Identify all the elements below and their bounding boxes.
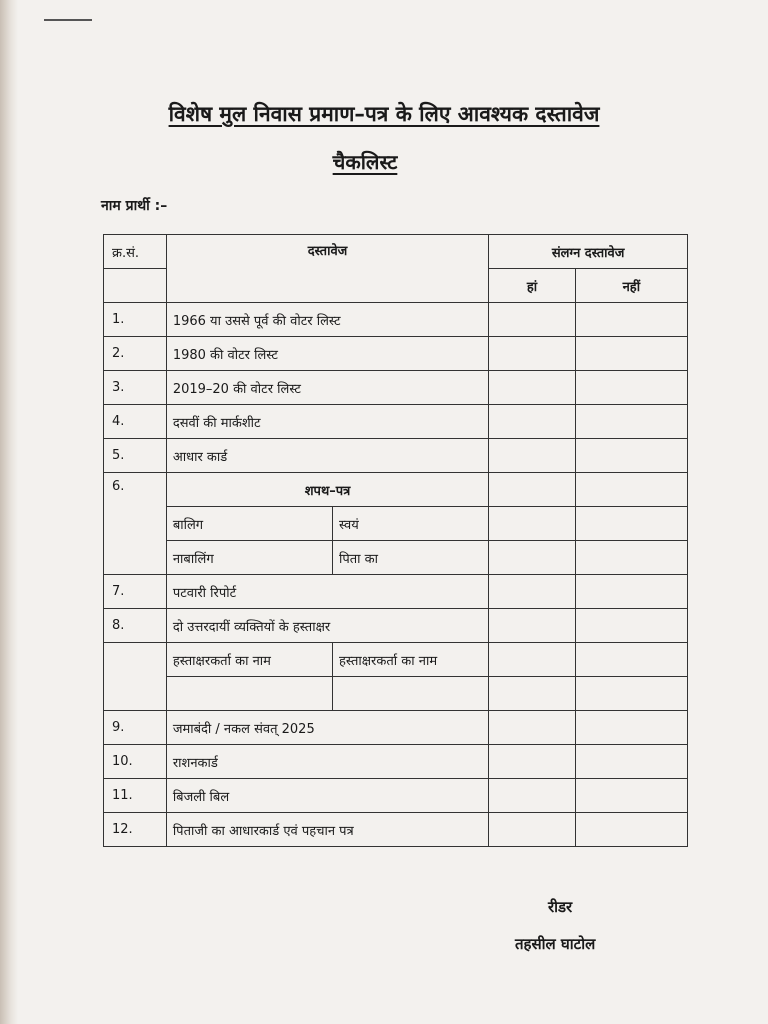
row-number: 5. — [104, 439, 167, 473]
signature-role: रीडर — [548, 898, 573, 916]
yes-cell[interactable] — [489, 745, 575, 779]
yes-cell[interactable] — [489, 337, 575, 371]
table-row — [104, 813, 688, 847]
header-serial: क्र.सं. — [104, 235, 167, 269]
no-cell[interactable] — [575, 609, 687, 643]
table-row — [104, 575, 688, 609]
row-document: 1966 या उससे पूर्व की वोटर लिस्ट — [166, 303, 488, 337]
no-cell[interactable] — [575, 575, 687, 609]
row-number: 6. — [104, 473, 167, 575]
yes-cell[interactable] — [489, 643, 575, 677]
yes-cell[interactable] — [489, 609, 575, 643]
row-number: 7. — [104, 575, 167, 609]
row-number: 12. — [104, 813, 167, 847]
yes-cell[interactable] — [489, 439, 575, 473]
row-number: 8. — [104, 609, 167, 643]
no-cell[interactable] — [575, 405, 687, 439]
yes-cell[interactable] — [489, 575, 575, 609]
row-document: पटवारी रिपोर्ट — [166, 575, 488, 609]
row-document: जमाबंदी / नकल संवत् 2025 — [166, 711, 488, 745]
row-document: दसवीं की मार्कशीट — [166, 405, 488, 439]
yes-cell[interactable] — [489, 303, 575, 337]
subrow-type: पिता का — [332, 541, 488, 575]
no-cell[interactable] — [575, 541, 687, 575]
row-number: 10. — [104, 745, 167, 779]
no-cell[interactable] — [575, 337, 687, 371]
row-document: 2019–20 की वोटर लिस्ट — [166, 371, 488, 405]
table-subrow — [104, 677, 688, 711]
no-cell[interactable] — [575, 711, 687, 745]
row-document: राशनकार्ड — [166, 745, 488, 779]
no-cell[interactable] — [575, 371, 687, 405]
table-row — [104, 711, 688, 745]
subrow-category: नाबालिंग — [166, 541, 332, 575]
no-cell[interactable] — [575, 507, 687, 541]
header-document: दस्तावेज — [166, 235, 488, 303]
no-cell[interactable] — [575, 745, 687, 779]
row-number: 3. — [104, 371, 167, 405]
table-row — [104, 473, 688, 507]
row-number-blank — [104, 643, 167, 711]
no-cell[interactable] — [575, 813, 687, 847]
header-serial-blank — [104, 269, 167, 303]
table-subrow — [104, 643, 688, 677]
no-cell[interactable] — [575, 779, 687, 813]
table-header-row — [104, 235, 688, 269]
checklist-table — [103, 234, 688, 847]
no-cell[interactable] — [575, 677, 687, 711]
table-subrow — [104, 507, 688, 541]
row-number: 4. — [104, 405, 167, 439]
no-cell[interactable] — [575, 303, 687, 337]
no-cell[interactable] — [575, 643, 687, 677]
subrow-category: बालिग — [166, 507, 332, 541]
yes-cell[interactable] — [489, 541, 575, 575]
yes-cell[interactable] — [489, 779, 575, 813]
row-number: 11. — [104, 779, 167, 813]
row-number: 2. — [104, 337, 167, 371]
no-cell[interactable] — [575, 473, 687, 507]
row-number: 1. — [104, 303, 167, 337]
table-row — [104, 779, 688, 813]
signatory-blank-1[interactable] — [166, 677, 332, 711]
signatory-name-2: हस्ताक्षरकर्ता का नाम — [332, 643, 488, 677]
yes-cell[interactable] — [489, 473, 575, 507]
table-row — [104, 745, 688, 779]
header-yes: हां — [489, 269, 575, 303]
table-row — [104, 405, 688, 439]
table-row — [104, 303, 688, 337]
row-document: पिताजी का आधारकार्ड एवं पहचान पत्र — [166, 813, 488, 847]
header-no: नहीं — [575, 269, 687, 303]
row-document: शपथ–पत्र — [166, 473, 488, 507]
table-row — [104, 439, 688, 473]
document-subtitle: चैकलिस्ट — [332, 150, 398, 174]
no-cell[interactable] — [575, 439, 687, 473]
row-document: आधार कार्ड — [166, 439, 488, 473]
yes-cell[interactable] — [489, 711, 575, 745]
signatory-name-1: हस्ताक्षरकर्ता का नाम — [166, 643, 332, 677]
table-subrow — [104, 541, 688, 575]
document-title: विशेष मुल निवास प्रमाण–पत्र के लिए आवश्यक दस्तावेज — [168, 102, 600, 126]
header-attached: संलग्न दस्तावेज — [489, 235, 688, 269]
signatory-blank-2[interactable] — [332, 677, 488, 711]
signature-office: तहसील घाटोल — [515, 935, 596, 953]
yes-cell[interactable] — [489, 371, 575, 405]
row-document: बिजली बिल — [166, 779, 488, 813]
yes-cell[interactable] — [489, 813, 575, 847]
table-row — [104, 337, 688, 371]
yes-cell[interactable] — [489, 507, 575, 541]
top-mark — [44, 19, 92, 21]
row-document: 1980 की वोटर लिस्ट — [166, 337, 488, 371]
row-document: दो उत्तरदायीं व्यक्तियों के हस्ताक्षर — [166, 609, 488, 643]
row-number: 9. — [104, 711, 167, 745]
subrow-type: स्वयं — [332, 507, 488, 541]
yes-cell[interactable] — [489, 405, 575, 439]
yes-cell[interactable] — [489, 677, 575, 711]
table-row — [104, 609, 688, 643]
applicant-name-label: नाम प्रार्थी :– — [101, 198, 168, 214]
table-row — [104, 371, 688, 405]
